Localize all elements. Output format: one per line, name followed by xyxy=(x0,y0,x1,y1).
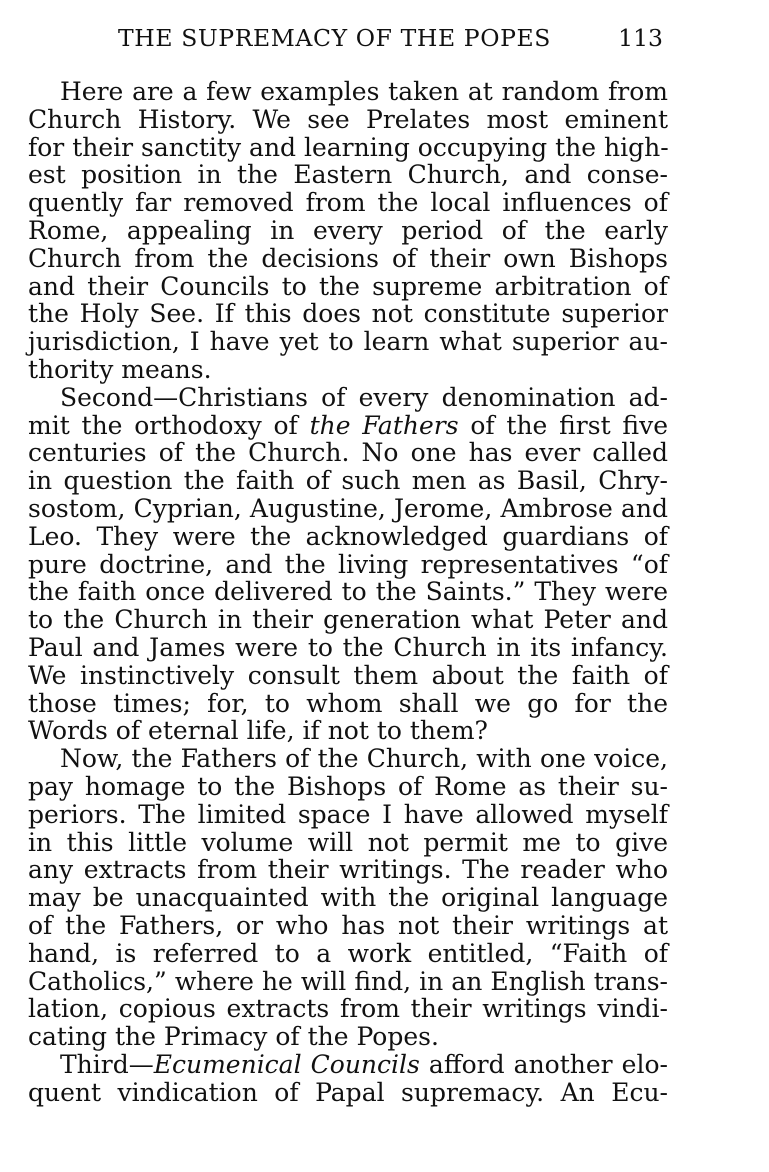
text-line: Church from the decisions of their own Bishops xyxy=(28,243,668,273)
text-line: pay homage to the Bishops of Rome as their su- xyxy=(28,771,668,801)
text-line: periors. The limited space I have allowed myself xyxy=(28,799,668,829)
text-line: of the Fathers, or who has not their writings at xyxy=(28,910,668,940)
text-line: pure doctrine, and the living representatives “of xyxy=(28,549,668,579)
text-line: est position in the Eastern Church, and conse- xyxy=(28,160,668,190)
text-line: We instinctively consult them about the faith of xyxy=(28,660,668,690)
text-line: quently far removed from the local influences of xyxy=(28,188,668,218)
text-line: the Holy See. If this does not constitute superior xyxy=(28,299,668,329)
text-line: quent vindication of Papal supremacy. An Ecu- xyxy=(28,1077,668,1107)
italic-text: Ecumenical Councils xyxy=(153,1049,420,1079)
paragraph xyxy=(28,745,668,1051)
text-line: Church History. We see Prelates most eminent xyxy=(28,104,668,134)
text-line: lation, copious extracts from their writings vindi- xyxy=(28,994,668,1024)
text-line: Leo. They were the acknowledged guardians of xyxy=(28,521,668,551)
text-line: in question the faith of such men as Basil, Chry- xyxy=(28,466,668,496)
text-line: thority means. xyxy=(28,354,212,384)
text-line: jurisdiction, I have yet to learn what superior au- xyxy=(28,327,668,357)
text-line: hand, is referred to a work entitled, “Faith of xyxy=(28,938,668,968)
text-line: in this little volume will not permit me to give xyxy=(28,827,668,857)
text-line: mit the orthodoxy of the Fathers of the first five xyxy=(28,410,668,440)
text-line: Now, the Fathers of the Church, with one voice, xyxy=(60,744,668,774)
text-line: Second—Christians of every denomination ad- xyxy=(60,382,668,412)
text-line: cating the Primacy of the Popes. xyxy=(28,1022,439,1052)
text-line: Paul and James were to the Church in its infancy. xyxy=(28,632,668,662)
text-line: centuries of the Church. No one has ever called xyxy=(28,438,668,468)
text-line: Catholics,” where he will find, in an English trans- xyxy=(28,966,668,996)
text-line: Words of eternal life, if not to them? xyxy=(28,716,488,746)
text-line: sostom, Cyprian, Augustine, Jerome, Ambrose and xyxy=(28,493,668,523)
text-line: and their Councils to the supreme arbitration of xyxy=(28,271,668,301)
text-line: Here are a few examples taken at random from xyxy=(60,77,668,106)
paragraph xyxy=(28,78,668,384)
text-line: Rome, appealing in every period of the early xyxy=(28,215,668,245)
page-header xyxy=(118,20,663,54)
paragraph xyxy=(28,384,668,745)
text-line: for their sanctity and learning occupying the high- xyxy=(28,132,669,162)
text-line: to the Church in their generation what Peter and xyxy=(28,605,668,635)
italic-text: the Fathers xyxy=(309,410,459,440)
text-line: those times; for, to whom shall we go for the xyxy=(28,688,668,718)
text-line: the faith once delivered to the Saints.” They were xyxy=(28,577,668,607)
running-title: THE SUPREMACY OF THE POPES xyxy=(118,24,551,52)
page-number: 113 xyxy=(618,24,663,52)
text-line: Third—Ecumenical Councils afford another elo- xyxy=(60,1049,668,1079)
body-text xyxy=(28,78,668,1106)
text-line: may be unacquainted with the original language xyxy=(28,883,668,913)
paragraph xyxy=(28,1051,668,1107)
text-line: any extracts from their writings. The reader who xyxy=(28,855,668,885)
